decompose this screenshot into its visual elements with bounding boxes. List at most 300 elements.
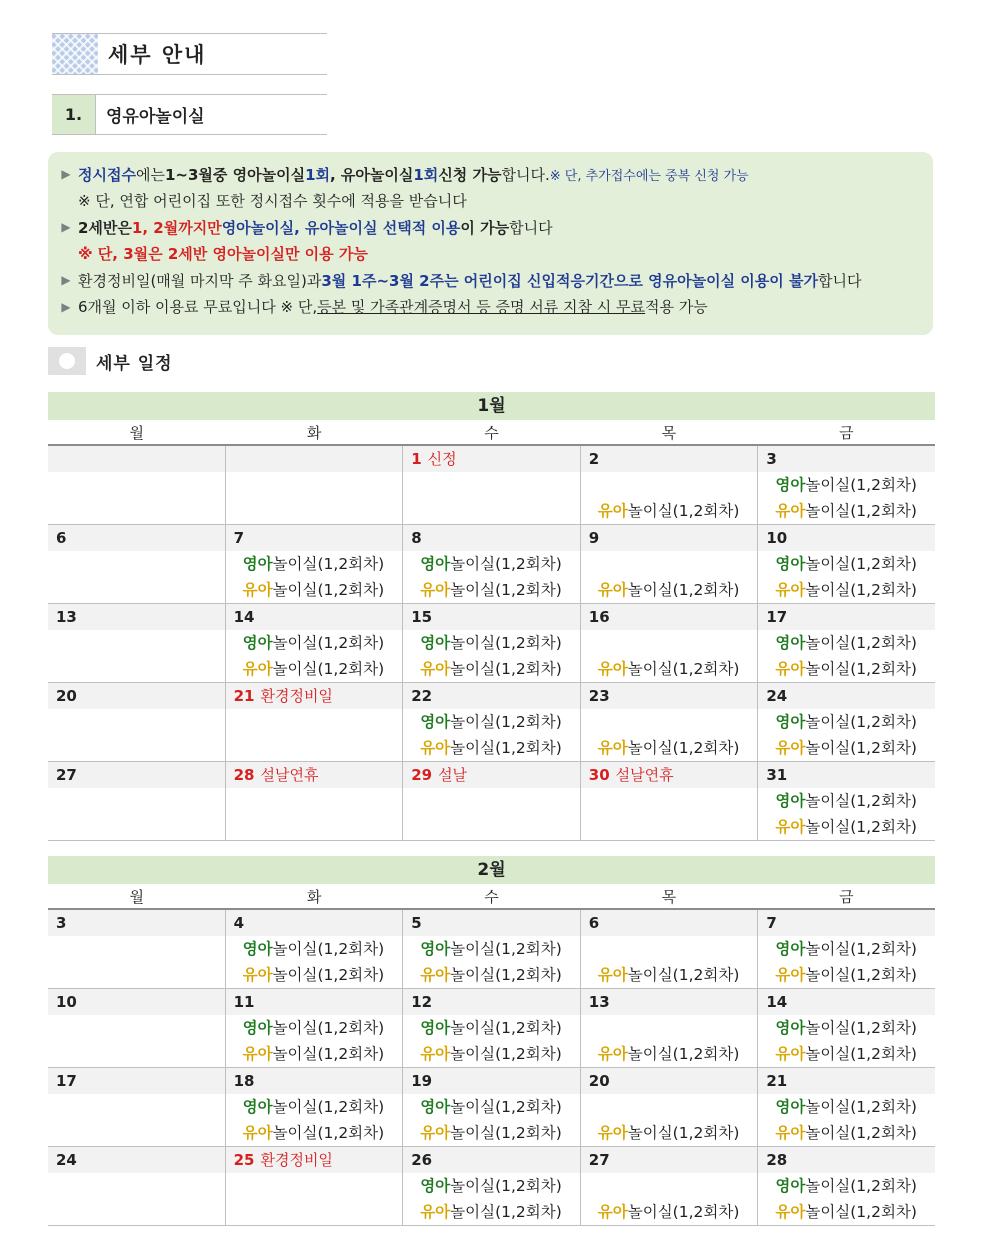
calendar-week-row — [48, 1147, 935, 1226]
slot-prefix: 유아 — [597, 1124, 628, 1142]
slot-suffix: 놀이실(1,2회차) — [805, 1045, 917, 1063]
calendar-day-cell — [48, 762, 226, 840]
toddler-room-slot — [48, 656, 225, 682]
toddler-room-slot — [403, 498, 580, 524]
triangle-bullet-icon: ▶ — [61, 273, 71, 288]
day-header — [48, 989, 225, 1015]
day-header — [758, 1147, 935, 1173]
slot-prefix: 유아 — [597, 581, 628, 599]
day-header — [403, 910, 580, 936]
slot-suffix: 놀이실(1,2회차) — [272, 555, 385, 573]
slot-prefix: 영아 — [420, 1019, 451, 1037]
slot-suffix: 놀이실(1,2회차) — [272, 660, 385, 678]
slot-prefix: 유아 — [597, 739, 628, 757]
calendar-week-row — [48, 989, 935, 1068]
section-header — [52, 33, 327, 75]
day-number: 7 — [233, 529, 245, 547]
calendar-week-row — [48, 683, 935, 762]
info-text: 2세반은 — [78, 218, 132, 237]
calendar-day-cell — [758, 604, 935, 682]
day-header — [758, 525, 935, 551]
day-header — [226, 762, 403, 788]
day-number: 28 — [233, 766, 255, 784]
info-text: ※ 단, 연합 어린이집 또한 정시접수 횟수에 적용을 받습니다 — [78, 192, 467, 211]
info-line-2 — [54, 188, 933, 215]
calendar-february — [48, 856, 935, 1226]
slot-suffix: 놀이실(1,2회차) — [627, 581, 740, 599]
slot-suffix: 놀이실(1,2회차) — [450, 581, 562, 599]
day-header — [48, 525, 225, 551]
toddler-room-slot — [403, 577, 580, 603]
toddler-room-slot — [758, 962, 935, 988]
calendar-day-cell — [226, 683, 404, 761]
slot-prefix: 유아 — [775, 581, 806, 599]
day-header — [226, 525, 403, 551]
calendar-day-cell — [581, 604, 759, 682]
day-number: 8 — [411, 529, 422, 547]
day-header — [226, 683, 403, 709]
calendar-day-cell — [403, 683, 581, 761]
toddler-room-slot — [226, 1120, 403, 1146]
slot-prefix: 유아 — [420, 581, 451, 599]
day-header — [48, 1068, 225, 1094]
slot-suffix: 놀이실(1,2회차) — [805, 940, 917, 958]
slot-prefix: 유아 — [597, 1203, 628, 1221]
infant-room-slot — [758, 472, 935, 498]
day-header — [581, 683, 758, 709]
toddler-room-slot — [581, 1120, 758, 1146]
info-line-1 — [54, 161, 933, 188]
day-number: 14 — [766, 993, 788, 1011]
day-header — [581, 1147, 758, 1173]
info-text: 등본 및 가족관계증명서 등 증명 서류 지참 시 무료 — [317, 298, 646, 317]
toddler-room-slot — [226, 962, 403, 988]
slot-suffix: 놀이실(1,2회차) — [272, 581, 385, 599]
day-header — [581, 989, 758, 1015]
slot-prefix: 유아 — [775, 1124, 806, 1142]
info-line-5 — [54, 267, 933, 294]
slot-suffix: 놀이실(1,2회차) — [805, 476, 917, 494]
calendar-day-cell — [226, 1068, 404, 1146]
info-text: 신청 가능 — [438, 165, 502, 184]
day-number: 20 — [56, 687, 77, 705]
slot-prefix: 영아 — [775, 792, 806, 810]
toddler-room-slot — [226, 498, 403, 524]
calendar-day-cell — [758, 762, 935, 840]
calendar-day-cell — [758, 1068, 935, 1146]
day-number: 3 — [766, 450, 777, 468]
toddler-room-slot — [226, 656, 403, 682]
day-number: 12 — [411, 993, 433, 1011]
calendar-january — [48, 392, 935, 841]
day-number: 21 — [233, 687, 255, 705]
weekday-header-row — [48, 884, 935, 910]
slot-prefix: 유아 — [775, 818, 806, 836]
slot-suffix: 놀이실(1,2회차) — [272, 966, 385, 984]
slot-prefix: 영아 — [420, 713, 451, 731]
calendar-day-cell — [758, 989, 935, 1067]
weekday-label: 월 — [129, 888, 144, 906]
calendar-day-cell — [581, 1068, 759, 1146]
slot-prefix: 유아 — [420, 1124, 451, 1142]
weekday-label: 화 — [306, 888, 322, 906]
infant-room-slot — [581, 551, 758, 577]
weekday-header-row — [48, 420, 935, 446]
slot-prefix: 유아 — [242, 581, 273, 599]
info-text: 중 영아놀이실 — [212, 165, 306, 184]
toddler-room-slot — [758, 814, 935, 840]
slot-suffix: 놀이실(1,2회차) — [450, 1177, 562, 1195]
slot-suffix: 놀이실(1,2회차) — [805, 1098, 917, 1116]
triangle-bullet-icon: ▶ — [61, 220, 71, 235]
calendar-day-cell — [581, 683, 759, 761]
day-header — [226, 446, 403, 472]
day-number: 5 — [411, 914, 422, 932]
slot-prefix: 유아 — [775, 1045, 806, 1063]
infant-room-slot — [226, 788, 403, 814]
day-header — [758, 446, 935, 472]
infant-room-slot — [581, 1015, 758, 1041]
calendar-day-cell — [581, 989, 759, 1067]
slot-suffix: 놀이실(1,2회차) — [450, 1019, 562, 1037]
subsection-header — [52, 94, 327, 135]
toddler-room-slot — [581, 1041, 758, 1067]
calendar-day-cell — [403, 446, 581, 524]
infant-room-slot — [581, 472, 758, 498]
infant-room-slot — [403, 630, 580, 656]
day-header — [48, 683, 225, 709]
day-number: 17 — [56, 1072, 77, 1090]
day-number: 10 — [56, 993, 77, 1011]
infant-room-slot — [403, 709, 580, 735]
toddler-room-slot — [48, 1041, 225, 1067]
info-text: 1, 2월까지만 — [131, 218, 222, 237]
slot-suffix: 놀이실(1,2회차) — [450, 940, 562, 958]
day-number: 21 — [766, 1072, 788, 1090]
infant-room-slot — [226, 936, 403, 962]
calendar-week-row — [48, 446, 935, 525]
toddler-room-slot — [403, 814, 580, 840]
day-header — [758, 762, 935, 788]
slot-suffix: 놀이실(1,2회차) — [805, 581, 917, 599]
slot-prefix: 영아 — [420, 634, 451, 652]
slot-suffix: 놀이실(1,2회차) — [627, 1045, 740, 1063]
day-number: 7 — [766, 914, 777, 932]
infant-room-slot — [581, 1094, 758, 1120]
calendar-day-cell — [226, 1147, 404, 1225]
slot-prefix: 영아 — [775, 555, 806, 573]
infant-room-slot — [48, 1015, 225, 1041]
day-number: 14 — [233, 608, 255, 626]
toddler-room-slot — [403, 962, 580, 988]
day-number: 3 — [56, 914, 67, 932]
calendar-day-cell — [226, 446, 404, 524]
slot-suffix: 놀이실(1,2회차) — [450, 1045, 562, 1063]
infant-room-slot — [758, 936, 935, 962]
schedule-marker-icon — [48, 347, 86, 375]
calendar-day-cell — [48, 910, 226, 988]
info-text: , 유아놀이실 — [330, 165, 414, 184]
infant-room-slot — [226, 1015, 403, 1041]
slot-prefix: 영아 — [775, 634, 806, 652]
day-number: 11 — [233, 993, 255, 1011]
day-number: 27 — [588, 1151, 610, 1169]
calendar-day-cell — [226, 989, 404, 1067]
infant-room-slot — [48, 472, 225, 498]
day-header — [758, 604, 935, 630]
day-number: 16 — [588, 608, 610, 626]
toddler-room-slot — [48, 577, 225, 603]
slot-suffix: 놀이실(1,2회차) — [805, 1177, 917, 1195]
calendar-day-cell — [403, 1068, 581, 1146]
info-text: 적용 가능 — [645, 298, 708, 317]
slot-suffix: 놀이실(1,2회차) — [450, 1203, 562, 1221]
calendar-week-row — [48, 762, 935, 841]
slot-prefix: 영아 — [242, 940, 273, 958]
info-text: 환경정비일(매월 마지막 주 화요일)과 — [78, 271, 322, 290]
slot-suffix: 놀이실(1,2회차) — [805, 1124, 917, 1142]
infant-room-slot — [226, 1094, 403, 1120]
info-text: 1회 — [305, 165, 330, 184]
infant-room-slot — [48, 936, 225, 962]
toddler-room-slot — [403, 1120, 580, 1146]
day-header — [226, 989, 403, 1015]
weekday-label: 수 — [484, 424, 499, 442]
slot-prefix: 유아 — [597, 660, 628, 678]
slot-suffix: 놀이실(1,2회차) — [805, 792, 917, 810]
slot-suffix: 놀이실(1,2회차) — [450, 1124, 562, 1142]
infant-room-slot — [581, 936, 758, 962]
day-header — [403, 525, 580, 551]
day-number: 24 — [766, 687, 788, 705]
slot-prefix: 영아 — [242, 1019, 273, 1037]
slot-suffix: 놀이실(1,2회차) — [627, 739, 740, 757]
calendar-day-cell — [48, 1147, 226, 1225]
slot-prefix: 영아 — [420, 555, 451, 573]
calendar-day-cell — [226, 604, 404, 682]
slot-prefix: 유아 — [597, 1045, 628, 1063]
infant-room-slot — [581, 1173, 758, 1199]
calendar-day-cell — [48, 1068, 226, 1146]
day-number: 25 — [233, 1151, 255, 1169]
day-header — [48, 910, 225, 936]
day-header — [403, 1068, 580, 1094]
day-event: 환경정비일 — [260, 1151, 333, 1169]
calendar-day-cell — [758, 525, 935, 603]
slot-suffix: 놀이실(1,2회차) — [450, 739, 562, 757]
slot-prefix: 영아 — [775, 476, 806, 494]
infant-room-slot — [403, 788, 580, 814]
slot-prefix: 영아 — [420, 940, 451, 958]
infant-room-slot — [758, 551, 935, 577]
slot-suffix: 놀이실(1,2회차) — [450, 966, 562, 984]
infant-room-slot — [758, 1015, 935, 1041]
calendar-day-cell — [403, 910, 581, 988]
info-text: 3월 1주~3월 2주는 어린이집 신입적응기간으로 영유아놀이실 이용이 불가 — [321, 271, 818, 290]
info-box — [48, 152, 933, 335]
toddler-room-slot — [226, 577, 403, 603]
slot-prefix: 유아 — [420, 739, 451, 757]
infant-room-slot — [226, 709, 403, 735]
infant-room-slot — [403, 472, 580, 498]
calendar-day-cell — [581, 762, 759, 840]
day-header — [581, 604, 758, 630]
day-number: 17 — [766, 608, 788, 626]
weekday-label: 목 — [661, 888, 677, 906]
calendar-day-cell — [226, 910, 404, 988]
calendar-day-cell — [403, 604, 581, 682]
day-number: 13 — [56, 608, 77, 626]
infant-room-slot — [758, 1173, 935, 1199]
infant-room-slot — [226, 630, 403, 656]
day-number: 4 — [233, 914, 245, 932]
slot-prefix: 영아 — [775, 1098, 806, 1116]
toddler-room-slot — [758, 1041, 935, 1067]
day-number: 24 — [56, 1151, 77, 1169]
slot-suffix: 놀이실(1,2회차) — [272, 1019, 385, 1037]
weekday-label: 수 — [484, 888, 499, 906]
day-header — [48, 604, 225, 630]
toddler-room-slot — [581, 735, 758, 761]
day-number: 10 — [766, 529, 788, 547]
slot-prefix: 영아 — [242, 634, 273, 652]
info-text: 이 가능 — [460, 218, 510, 237]
day-header — [581, 525, 758, 551]
day-event: 설날연휴 — [260, 766, 319, 784]
slot-suffix: 놀이실(1,2회차) — [627, 660, 740, 678]
calendar-day-cell — [581, 446, 759, 524]
infant-room-slot — [581, 630, 758, 656]
info-text: 에는 — [135, 165, 165, 184]
slot-suffix: 놀이실(1,2회차) — [450, 555, 562, 573]
slot-suffix: 놀이실(1,2회차) — [272, 634, 385, 652]
calendar-day-cell — [758, 446, 935, 524]
toddler-room-slot — [226, 1041, 403, 1067]
slot-prefix: 유아 — [420, 1203, 451, 1221]
slot-suffix: 놀이실(1,2회차) — [805, 966, 917, 984]
calendar-day-cell — [581, 910, 759, 988]
toddler-room-slot — [226, 814, 403, 840]
infant-room-slot — [48, 1173, 225, 1199]
day-number: 23 — [588, 687, 610, 705]
slot-suffix: 놀이실(1,2회차) — [805, 1203, 917, 1221]
toddler-room-slot — [48, 1120, 225, 1146]
info-text: 6개월 이하 이용료 무료입니다 ※ 단, — [78, 298, 318, 317]
slot-prefix: 영아 — [775, 1177, 806, 1195]
slot-suffix: 놀이실(1,2회차) — [627, 1203, 740, 1221]
day-event: 설날연휴 — [615, 766, 674, 784]
day-header — [403, 446, 580, 472]
day-header — [48, 1147, 225, 1173]
calendar-day-cell — [48, 683, 226, 761]
day-header — [403, 604, 580, 630]
infant-room-slot — [758, 709, 935, 735]
day-header — [581, 910, 758, 936]
toddler-room-slot — [581, 962, 758, 988]
toddler-room-slot — [226, 1199, 403, 1225]
infant-room-slot — [403, 1015, 580, 1041]
slot-suffix: 놀이실(1,2회차) — [805, 634, 917, 652]
day-header — [581, 1068, 758, 1094]
day-number: 30 — [588, 766, 610, 784]
calendar-week-row — [48, 604, 935, 683]
day-number: 15 — [411, 608, 433, 626]
toddler-room-slot — [403, 656, 580, 682]
day-header — [226, 1147, 403, 1173]
slot-suffix: 놀이실(1,2회차) — [272, 940, 385, 958]
day-header — [403, 683, 580, 709]
infant-room-slot — [226, 472, 403, 498]
infant-room-slot — [226, 1173, 403, 1199]
day-header — [758, 683, 935, 709]
calendar-day-cell — [226, 762, 404, 840]
slot-prefix: 유아 — [242, 1045, 273, 1063]
day-header — [403, 1147, 580, 1173]
toddler-room-slot — [581, 814, 758, 840]
day-number: 13 — [588, 993, 610, 1011]
infant-room-slot — [226, 551, 403, 577]
slot-suffix: 놀이실(1,2회차) — [627, 966, 740, 984]
info-text: 영아놀이실, 유아놀이실 선택적 이용 — [221, 218, 461, 237]
toddler-room-slot — [403, 1041, 580, 1067]
toddler-room-slot — [226, 735, 403, 761]
infant-room-slot — [581, 788, 758, 814]
triangle-bullet-icon: ▶ — [61, 167, 71, 182]
triangle-bullet-icon: ▶ — [61, 299, 71, 314]
calendar-day-cell — [581, 1147, 759, 1225]
subsection-number: 1. — [52, 95, 96, 134]
slot-suffix: 놀이실(1,2회차) — [805, 818, 917, 836]
slot-suffix: 놀이실(1,2회차) — [805, 502, 917, 520]
slot-prefix: 영아 — [775, 940, 806, 958]
slot-suffix: 놀이실(1,2회차) — [805, 660, 917, 678]
slot-suffix: 놀이실(1,2회차) — [805, 555, 917, 573]
month-title: 1월 — [48, 392, 935, 420]
schedule-title: 세부 일정 — [96, 353, 173, 374]
slot-suffix: 놀이실(1,2회차) — [805, 713, 917, 731]
infant-room-slot — [581, 709, 758, 735]
slot-prefix: 유아 — [420, 966, 451, 984]
slot-prefix: 유아 — [242, 966, 273, 984]
calendar-day-cell — [48, 446, 226, 524]
infant-room-slot — [48, 1094, 225, 1120]
day-number: 6 — [56, 529, 67, 547]
calendar-day-cell — [403, 989, 581, 1067]
info-text: 1회 — [413, 165, 439, 184]
day-header — [581, 446, 758, 472]
toddler-room-slot — [403, 735, 580, 761]
slot-suffix: 놀이실(1,2회차) — [272, 1124, 385, 1142]
slot-prefix: 유아 — [597, 502, 628, 520]
calendar-day-cell — [48, 989, 226, 1067]
slot-prefix: 유아 — [420, 660, 451, 678]
slot-prefix: 유아 — [242, 1124, 273, 1142]
slot-prefix: 유아 — [775, 502, 806, 520]
day-number: 28 — [766, 1151, 788, 1169]
calendar-week-row — [48, 910, 935, 989]
toddler-room-slot — [48, 735, 225, 761]
toddler-room-slot — [48, 498, 225, 524]
info-text: 합니다 — [509, 218, 553, 237]
info-line-4 — [54, 241, 933, 268]
schedule-header — [48, 347, 173, 375]
slot-suffix: 놀이실(1,2회차) — [450, 660, 562, 678]
day-header — [48, 446, 225, 472]
infant-room-slot — [403, 1094, 580, 1120]
slot-suffix: 놀이실(1,2회차) — [805, 1019, 917, 1037]
calendar-week-row — [48, 1068, 935, 1147]
infant-room-slot — [758, 630, 935, 656]
